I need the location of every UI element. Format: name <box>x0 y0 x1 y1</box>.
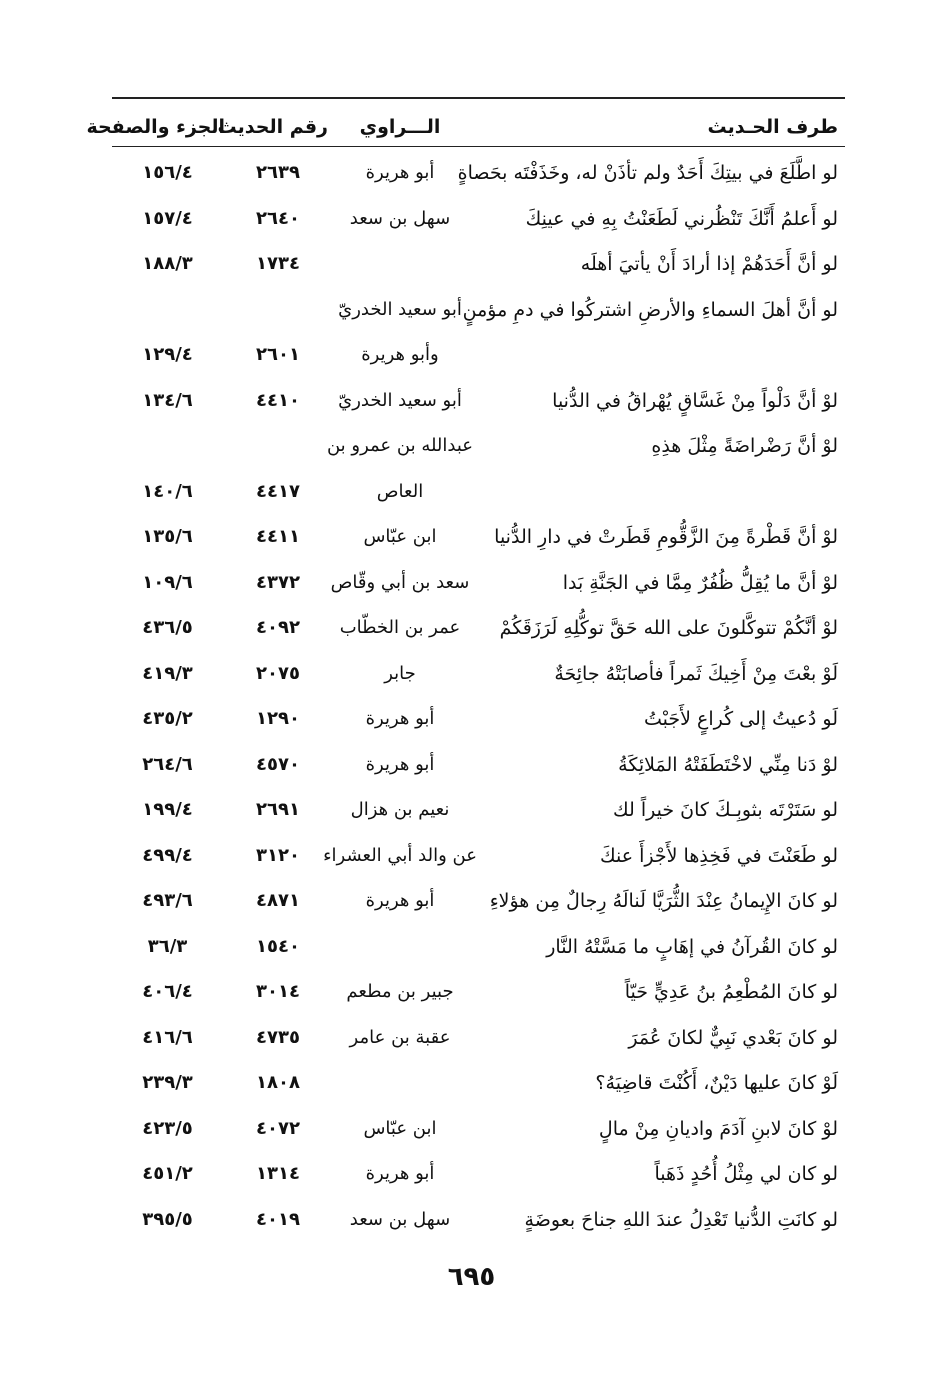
volume-page <box>110 423 225 469</box>
hadith-number: ٤٤١١ <box>256 526 300 547</box>
narrator: جبير بن مطعم <box>346 981 454 1002</box>
hadith-number: ٢٠٧٥ <box>256 662 300 684</box>
narrator: عقبة بن عامر <box>349 1026 451 1048</box>
hadith-number: ١٣١٤ <box>256 1163 300 1184</box>
hadith-number: ٤٠٧٢ <box>256 1117 300 1139</box>
volume-page: ٢٣٩/٣ <box>142 1072 193 1093</box>
hadith-number: ١٥٤٠ <box>256 935 300 957</box>
volume-page: ٤٥١/٢ <box>142 1163 193 1184</box>
hadith-start <box>478 332 838 378</box>
hadith-start: لوْ أنَّ رَضْراضَةً مِثْلَ هذِهِ <box>651 435 838 457</box>
hadith-start: لو كانَ الإِيمانُ عِنْدَ الثُّرَيَّا لَنالَهُ رِجالٌ مِن هؤلاءِ <box>489 890 838 912</box>
table-row <box>0 651 943 697</box>
table-row <box>0 241 943 287</box>
hadith-start: لو أنَّ أهلَ السماءِ والأرضِ اشتركُوا في دمِ مؤمنٍ <box>462 298 838 321</box>
header-rule <box>112 146 845 147</box>
table-row <box>0 878 943 924</box>
hadith-number: ٢٦٣٩ <box>256 162 300 183</box>
hadith-start: لو طَعَنْتَ في فَخِذِها لأَجْزأَ عنكَ <box>600 844 838 867</box>
hadith-number: ٤٠٩٢ <box>256 617 300 638</box>
hadith-start: لو أنَّ أَحَدَهُمْ إذا أرادَ أَنْ يأتيَ أهلَه <box>580 253 838 275</box>
hadith-start: لوْ كانَ لابنِ آدَمَ واديانِ مِنْ مالٍ <box>598 1117 838 1140</box>
table-row <box>0 1015 943 1061</box>
hadith-start: لو كان لي مِثْلُ أُحُدٍ ذَهَباً <box>654 1163 838 1185</box>
header-hadith-number: رقم الحديث <box>217 116 328 138</box>
narrator: أبو سعيد الخدريّ <box>338 298 462 320</box>
volume-page: ١٥٦/٤ <box>142 162 193 183</box>
table-row <box>0 332 943 378</box>
volume-page: ١٩٩/٤ <box>142 799 193 820</box>
narrator: العاص <box>376 480 424 502</box>
narrator: أبو هريرة <box>365 1163 435 1184</box>
volume-page: ٤٢٣/٥ <box>142 1117 193 1139</box>
narrator: وأبو هريرة <box>361 344 439 365</box>
hadith-start: لو كانَ المُطْعِمُ بنُ عَدِيٍّ حَيّاً <box>624 981 838 1003</box>
table-row <box>0 1197 943 1243</box>
table-row <box>0 469 943 515</box>
table-row <box>0 514 943 560</box>
hadith-number: ٤٣٧٢ <box>256 571 300 593</box>
hadith-start: لَوْ بعْتَ مِنْ أَخِيكَ ثَمراً فأصابَتْهُ جائِحَةٌ <box>554 662 838 685</box>
hadith-number <box>228 423 328 469</box>
table-row <box>0 605 943 651</box>
volume-page: ٢٦٤/٦ <box>142 753 193 775</box>
table-row <box>0 378 943 424</box>
narrator: جابر <box>384 662 416 684</box>
hadith-start: لوْ أنَّ دَلْواً مِنْ غَسَّاقٍ يُهْراقُ في الدُّنيا <box>552 389 838 412</box>
volume-page: ٤٣٦/٥ <box>142 617 193 638</box>
hadith-number: ١٨٠٨ <box>256 1072 300 1093</box>
hadith-start: لو اطَّلَعَ في بيتِكَ أَحَدٌ ولم تأذَنْ له، وخَذَفْتَه بحَصاةٍ <box>457 162 838 184</box>
hadith-start: لوْ أنَّ قَطْرةً مِنَ الزَّقُّومِ قَطَرتْ في دارِ الدُّنيا <box>494 526 838 548</box>
volume-page: ٤٩٣/٦ <box>142 890 193 911</box>
table-row <box>0 1151 943 1197</box>
narrator: سعد بن أبي وقّاص <box>330 571 470 593</box>
volume-page: ١٣٤/٦ <box>142 389 193 411</box>
hadith-start: لو أَعلمُ أَنَّكَ تَنْظُرني لَطَعَنْتُ بِهِ في عينِكَ <box>525 207 838 230</box>
narrator: أبو هريرة <box>365 162 435 183</box>
table-row <box>0 969 943 1015</box>
table-row <box>0 833 943 879</box>
narrator: ابن عبّاس <box>363 1117 437 1139</box>
narrator: عن والد أبي العشراء <box>323 844 477 866</box>
volume-page: ١٢٩/٤ <box>142 344 193 365</box>
table-row <box>0 787 943 833</box>
hadith-start: لو كانَ القُرآنُ في إهَابٍ ما مَسَّتْهُ النَّار <box>546 935 838 958</box>
hadith-number: ٤٧٣٥ <box>256 1026 300 1048</box>
hadith-number: ٢٦٩١ <box>256 799 300 820</box>
hadith-start: لو كانَ بَعْدي نَبِيٌّ لكانَ عُمَرَ <box>628 1026 838 1049</box>
table-row <box>0 423 943 469</box>
hadith-start <box>478 469 838 515</box>
narrator: أبو هريرة <box>365 890 435 911</box>
volume-page: ٤١٦/٦ <box>142 1026 193 1048</box>
table-row <box>0 696 943 742</box>
page-number: ٦٩٥ <box>447 1262 496 1292</box>
narrator <box>300 241 500 287</box>
narrator <box>300 924 500 970</box>
volume-page: ٤٠٦/٤ <box>142 981 193 1002</box>
volume-page: ٣٩٥/٥ <box>142 1208 193 1230</box>
hadith-number: ١٢٩٠ <box>256 708 300 729</box>
volume-page: ٣٦/٣ <box>147 935 188 957</box>
hadith-number: ٤٨٧١ <box>256 890 300 911</box>
hadith-start: لوْ دَنا مِنِّي لاخْتَطَفَتْهُ المَلائِكَةُ <box>618 753 838 776</box>
narrator: أبو هريرة <box>365 753 435 775</box>
volume-page: ١٠٩/٦ <box>142 571 193 593</box>
narrator: سهل بن سعد <box>349 207 451 229</box>
table-row <box>0 1060 943 1106</box>
table-row <box>0 1106 943 1152</box>
volume-page: ١٨٨/٣ <box>142 253 193 274</box>
narrator: أبو سعيد الخدريّ <box>338 389 462 411</box>
narrator: عمر بن الخطّاب <box>339 617 461 638</box>
volume-page <box>110 287 225 333</box>
volume-page: ١٥٧/٤ <box>142 207 193 229</box>
narrator <box>300 1060 500 1106</box>
hadith-start: لوْ أنَّ ما يُقِلُّ ظُفُرٌ مِمَّا في الجَنَّةِ بَدا <box>562 571 838 594</box>
hadith-number: ٣١٢٠ <box>256 844 300 866</box>
volume-page: ٤١٩/٣ <box>142 662 193 684</box>
hadith-number: ٤٤١٠ <box>256 389 300 411</box>
hadith-number <box>228 287 328 333</box>
hadith-number: ٣٠١٤ <box>256 981 300 1002</box>
hadith-number: ٤٠١٩ <box>256 1208 300 1230</box>
narrator: نعيم بن هزال <box>350 799 450 820</box>
header-volume-page: الجزء والصفحة <box>86 116 225 138</box>
table-row <box>0 196 943 242</box>
table-row <box>0 742 943 788</box>
table-row <box>0 924 943 970</box>
header-narrator: الـــراوي <box>359 116 441 138</box>
hadith-start: لَو دُعيتُ إلى كُراعٍ لأَجَبْتُ <box>644 708 838 730</box>
volume-page: ٤٣٥/٢ <box>142 708 193 729</box>
hadith-number: ٤٥٧٠ <box>256 753 300 775</box>
hadith-start: لَوْ كانَ عليها دَيْنٌ، أَكُنْتَ قاضِيَهُ؟ <box>595 1072 838 1094</box>
hadith-start: لو كانَتِ الدُّنيا تَعْدِلُ عندَ اللهِ جناحَ بعوضَةٍ <box>524 1208 838 1231</box>
table-row <box>0 560 943 606</box>
hadith-number: ٢٦٠١ <box>256 344 300 365</box>
volume-page: ١٣٥/٦ <box>142 526 193 547</box>
narrator: ابن عبّاس <box>363 526 437 547</box>
volume-page: ١٤٠/٦ <box>142 480 193 502</box>
volume-page: ٤٩٩/٤ <box>142 844 193 866</box>
narrator: أبو هريرة <box>365 708 435 729</box>
hadith-start: لو سَتَرْتَه بثوبِـكَ كانَ خيراً لك <box>613 799 838 821</box>
hadith-number: ٤٤١٧ <box>256 480 300 502</box>
table-row <box>0 150 943 196</box>
narrator: سهل بن سعد <box>349 1208 451 1230</box>
hadith-start: لوْ أنَّكُمْ تتوكَّلونَ على الله حَقَّ توكُّلِهِ لَرَزَقَكُمْ <box>499 617 838 639</box>
narrator: عبدالله بن عمرو بن <box>326 435 474 456</box>
table-row <box>0 287 943 333</box>
hadith-number: ٢٦٤٠ <box>256 207 300 229</box>
top-rule <box>112 97 845 99</box>
hadith-number: ١٧٣٤ <box>256 253 300 274</box>
header-hadith-start: طرف الحـديث <box>707 116 838 138</box>
